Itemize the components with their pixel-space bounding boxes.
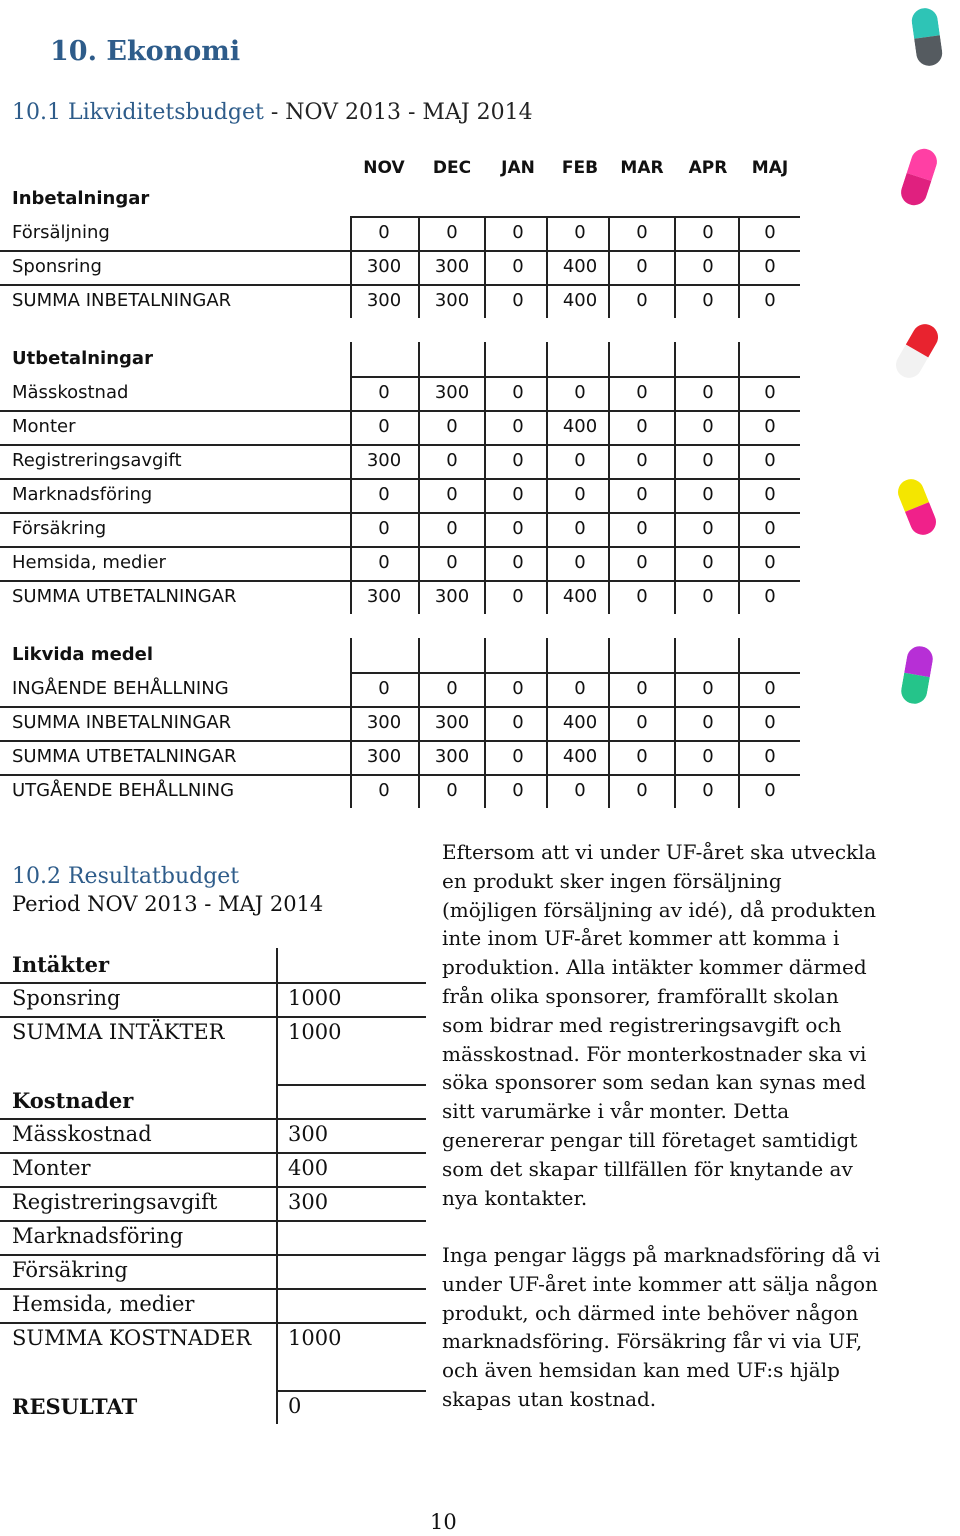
table-row xyxy=(0,444,800,478)
section-heading-liquidity xyxy=(12,100,533,125)
column-divider xyxy=(484,342,486,614)
section-title-row xyxy=(0,182,800,216)
cell-value: 0 xyxy=(446,678,458,699)
cell-value: 0 xyxy=(574,382,586,403)
cell-value: 0 xyxy=(512,678,524,699)
cell-value: 0 xyxy=(378,222,390,243)
cell-value: 0 xyxy=(574,552,586,573)
row-value: 1000 xyxy=(288,986,342,1010)
cell-value: 0 xyxy=(764,450,776,471)
cell-value: 0 xyxy=(636,678,648,699)
cell-value: 0 xyxy=(446,222,458,243)
cell-value: 0 xyxy=(702,416,714,437)
result-period: Period NOV 2013 - MAJ 2014 xyxy=(12,892,324,916)
cell-value: 0 xyxy=(574,518,586,539)
paragraph-line: Eftersom att vi under UF-året ska utveckla xyxy=(442,840,877,864)
cell-value: 0 xyxy=(636,416,648,437)
paragraph-line: produktion. Alla intäkter kommer därmed xyxy=(442,955,867,980)
table-row xyxy=(0,1118,430,1152)
row-label: SUMMA KOSTNADER xyxy=(12,1326,252,1350)
paragraph-line: marknadsföring. Försäkring får vi via UF, xyxy=(442,1329,863,1354)
column-divider xyxy=(418,216,420,318)
row-label: Sponsring xyxy=(12,986,121,1010)
cell-value: 0 xyxy=(574,678,586,699)
row-label: Mässkostnad xyxy=(12,382,129,403)
page-number: 10 xyxy=(430,1510,457,1534)
pill-yellow-pink-icon xyxy=(894,475,940,539)
cell-value: 0 xyxy=(378,780,390,801)
cell-value: 0 xyxy=(636,712,648,733)
cell-value: 400 xyxy=(562,712,598,733)
table-row xyxy=(0,1390,430,1424)
cell-value: 0 xyxy=(446,450,458,471)
cell-value: 400 xyxy=(562,416,598,437)
cell-value: 0 xyxy=(636,484,648,505)
column-divider xyxy=(608,342,610,614)
cell-value: 0 xyxy=(702,450,714,471)
pill-teal-grey-icon xyxy=(910,6,944,67)
pill-pink-icon xyxy=(898,145,941,208)
table-row xyxy=(0,512,800,546)
table-row xyxy=(0,284,800,318)
cell-value: 0 xyxy=(446,484,458,505)
row-label: RESULTAT xyxy=(12,1394,138,1419)
column-divider xyxy=(674,342,676,614)
table-row xyxy=(0,410,800,444)
cell-value: 300 xyxy=(434,256,470,277)
cell-value: 0 xyxy=(636,518,648,539)
cell-value: 0 xyxy=(702,290,714,311)
section-number: 10.1 xyxy=(12,100,61,125)
month-header: APR xyxy=(688,158,728,178)
column-divider xyxy=(738,216,740,318)
table-row xyxy=(0,478,800,512)
cell-value: 0 xyxy=(702,586,714,607)
row-label: SUMMA UTBETALNINGAR xyxy=(12,746,237,767)
cell-value: 300 xyxy=(434,290,470,311)
table-row xyxy=(0,216,800,250)
cell-value: 0 xyxy=(764,552,776,573)
paragraph-line: inte inom UF-året kommer att komma i xyxy=(442,926,840,951)
table-row xyxy=(0,1322,430,1356)
cell-value: 0 xyxy=(512,416,524,437)
month-header: MAJ xyxy=(751,158,789,178)
pill-purple-green-icon xyxy=(899,644,935,706)
cell-value: 0 xyxy=(378,678,390,699)
table-row xyxy=(0,250,800,284)
row-label: SUMMA INBETALNINGAR xyxy=(12,290,232,311)
row-label: Monter xyxy=(12,416,76,437)
cell-value: 0 xyxy=(764,290,776,311)
paragraph-line: som det skapar tillfällen för knytande av xyxy=(442,1156,853,1181)
row-label: Sponsring xyxy=(12,256,102,277)
cell-value: 0 xyxy=(512,256,524,277)
row-label: SUMMA UTBETALNINGAR xyxy=(12,586,237,607)
row-label: Försäkring xyxy=(12,1258,128,1282)
column-divider xyxy=(608,638,610,808)
cell-value: 0 xyxy=(702,518,714,539)
cell-value: 0 xyxy=(512,290,524,311)
row-label: UTGÅENDE BEHÅLLNING xyxy=(12,780,235,801)
cell-value: 0 xyxy=(512,518,524,539)
cell-value: 300 xyxy=(366,586,402,607)
cell-value: 0 xyxy=(574,780,586,801)
cell-value: 0 xyxy=(636,586,648,607)
cell-value: 0 xyxy=(636,746,648,767)
chapter-heading: 10. Ekonomi xyxy=(50,36,241,67)
month-header: FEB xyxy=(561,158,599,178)
paragraph-line: under UF-året inte kommer att sälja någon xyxy=(442,1271,878,1296)
cell-value: 400 xyxy=(562,256,598,277)
cell-value: 0 xyxy=(764,256,776,277)
cell-value: 0 xyxy=(574,484,586,505)
cell-value: 0 xyxy=(702,382,714,403)
section-heading-result xyxy=(12,864,239,889)
row-label: Monter xyxy=(12,1156,91,1180)
section-title: Utbetalningar xyxy=(12,348,153,369)
cell-value: 0 xyxy=(512,222,524,243)
table-row xyxy=(0,1084,430,1118)
table-row xyxy=(0,948,430,982)
row-label: Mässkostnad xyxy=(12,1122,152,1146)
cell-value: 0 xyxy=(378,382,390,403)
row-label: Hemsida, medier xyxy=(12,1292,195,1316)
cell-value: 0 xyxy=(702,222,714,243)
cell-value: 0 xyxy=(378,416,390,437)
column-divider xyxy=(674,216,676,318)
paragraph-line: Inga pengar läggs på marknadsföring då vi xyxy=(442,1243,881,1267)
paragraph-line: nya kontakter. xyxy=(442,1185,588,1210)
column-divider xyxy=(546,342,548,614)
cell-value: 0 xyxy=(446,416,458,437)
pill-red-white-icon xyxy=(891,319,943,382)
column-divider xyxy=(738,638,740,808)
cell-value: 0 xyxy=(636,290,648,311)
row-label: SUMMA INTÄKTER xyxy=(12,1020,225,1044)
cell-value: 0 xyxy=(446,518,458,539)
cell-value: 0 xyxy=(512,712,524,733)
column-divider xyxy=(418,342,420,614)
cell-value: 0 xyxy=(446,552,458,573)
cell-value: 0 xyxy=(636,450,648,471)
table-row xyxy=(0,1186,430,1220)
cell-value: 0 xyxy=(702,780,714,801)
column-divider xyxy=(674,638,676,808)
column-divider xyxy=(276,948,278,1424)
cell-value: 300 xyxy=(434,382,470,403)
paragraph-line: genererar pengar till företaget samtidigt xyxy=(442,1127,858,1152)
paragraph-line: en produkt sker ingen försäljning xyxy=(442,868,782,893)
cell-value: 0 xyxy=(764,416,776,437)
paragraph-line: mässkostnad. För monterkostnader ska vi xyxy=(442,1041,867,1066)
row-label: Registreringsavgift xyxy=(12,1190,218,1214)
row-value: 1000 xyxy=(288,1020,342,1044)
table-row xyxy=(0,1016,430,1050)
table-row xyxy=(0,982,430,1016)
paragraph-line: produkt, och därmed inte behöver någon xyxy=(442,1300,859,1325)
cell-value: 0 xyxy=(636,552,648,573)
cell-value: 0 xyxy=(764,484,776,505)
cell-value: 0 xyxy=(378,552,390,573)
month-header: MAR xyxy=(620,158,664,178)
cell-value: 300 xyxy=(366,746,402,767)
column-divider xyxy=(546,216,548,318)
column-divider xyxy=(608,216,610,318)
cell-value: 0 xyxy=(512,552,524,573)
month-header: JAN xyxy=(501,158,535,178)
paragraph-line: som bidrar med registreringsavgift och xyxy=(442,1012,842,1037)
cell-value: 400 xyxy=(562,746,598,767)
row-label: SUMMA INBETALNINGAR xyxy=(12,712,232,733)
row-value: 1000 xyxy=(288,1326,342,1350)
cell-value: 0 xyxy=(702,712,714,733)
column-divider xyxy=(350,638,352,808)
cell-value: 300 xyxy=(366,290,402,311)
row-label: Försäljning xyxy=(12,222,110,243)
cell-value: 0 xyxy=(702,484,714,505)
row-label: Hemsida, medier xyxy=(12,552,166,573)
paragraph-line: sitt varumärke i vår monter. Detta xyxy=(442,1099,790,1124)
cell-value: 0 xyxy=(636,256,648,277)
table-row xyxy=(0,546,800,580)
cell-value: 0 xyxy=(702,552,714,573)
row-label: INGÅENDE BEHÅLLNING xyxy=(12,678,229,699)
cell-value: 0 xyxy=(446,780,458,801)
cell-value: 0 xyxy=(512,586,524,607)
cell-value: 300 xyxy=(434,746,470,767)
table-row xyxy=(0,1152,430,1186)
paragraph-line: (möjligen försäljning av idé), då produkten xyxy=(442,897,876,922)
cell-value: 400 xyxy=(562,290,598,311)
row-label: Marknadsföring xyxy=(12,1224,184,1248)
table-row xyxy=(0,1254,430,1288)
paragraph-line: och även hemsidan kan med UF:s hjälp xyxy=(442,1358,840,1383)
table-row xyxy=(0,774,800,808)
section-title: Inbetalningar xyxy=(12,188,150,209)
cell-value: 0 xyxy=(764,382,776,403)
section-title: Likvida medel xyxy=(12,644,154,665)
row-value: 400 xyxy=(288,1156,329,1180)
section-period: - NOV 2013 - MAJ 2014 xyxy=(263,100,533,125)
paragraph-costs xyxy=(442,1241,882,1414)
cell-value: 0 xyxy=(636,382,648,403)
section-title: Likviditetsbudget xyxy=(67,100,264,125)
cell-value: 0 xyxy=(702,678,714,699)
cell-value: 0 xyxy=(702,256,714,277)
section-title-row xyxy=(0,638,800,672)
cell-value: 0 xyxy=(764,518,776,539)
table-row xyxy=(0,740,800,774)
column-divider xyxy=(350,216,352,318)
cell-value: 0 xyxy=(764,586,776,607)
cell-value: 300 xyxy=(366,256,402,277)
cell-value: 0 xyxy=(636,780,648,801)
table-row xyxy=(0,1220,430,1254)
cell-value: 0 xyxy=(574,222,586,243)
column-divider xyxy=(484,638,486,808)
row-value: 0 xyxy=(288,1394,302,1418)
paragraph-line: från olika sponsorer, framförallt skolan xyxy=(442,983,839,1008)
cell-value: 0 xyxy=(764,222,776,243)
cell-value: 0 xyxy=(512,484,524,505)
column-divider xyxy=(738,342,740,614)
section-title: Resultatbudget xyxy=(67,864,240,889)
cell-value: 0 xyxy=(378,484,390,505)
cell-value: 0 xyxy=(512,450,524,471)
row-value: 300 xyxy=(288,1190,329,1214)
paragraph-line: söka sponsorer som sedan kan synas med xyxy=(442,1070,866,1095)
paragraph-line: skapas utan kostnad. xyxy=(442,1386,657,1411)
row-value: 300 xyxy=(288,1122,329,1146)
cell-value: 400 xyxy=(562,586,598,607)
column-divider xyxy=(418,638,420,808)
cell-value: 0 xyxy=(512,746,524,767)
cell-value: 0 xyxy=(378,518,390,539)
row-label: Marknadsföring xyxy=(12,484,153,505)
month-header: DEC xyxy=(432,158,472,178)
paragraph-income xyxy=(442,838,882,1212)
table-row xyxy=(0,706,800,740)
row-label: Försäkring xyxy=(12,518,107,539)
cell-value: 0 xyxy=(764,746,776,767)
table-row xyxy=(0,672,800,706)
section-title-row xyxy=(0,342,800,376)
cell-value: 300 xyxy=(366,450,402,471)
cell-value: 0 xyxy=(764,678,776,699)
table-row xyxy=(0,580,800,614)
table-row xyxy=(0,376,800,410)
cell-value: 0 xyxy=(636,222,648,243)
cell-value: 300 xyxy=(434,586,470,607)
column-divider xyxy=(350,342,352,614)
cell-value: 0 xyxy=(574,450,586,471)
cell-value: 0 xyxy=(702,746,714,767)
section-number: 10.2 xyxy=(12,864,61,889)
table-row xyxy=(0,1288,430,1322)
cell-value: 0 xyxy=(512,780,524,801)
cell-value: 300 xyxy=(366,712,402,733)
row-label: Registreringsavgift xyxy=(12,450,182,471)
column-divider xyxy=(546,638,548,808)
cell-value: 0 xyxy=(764,712,776,733)
row-label: Kostnader xyxy=(12,1088,134,1113)
month-header: NOV xyxy=(363,158,405,178)
column-divider xyxy=(484,216,486,318)
cell-value: 0 xyxy=(764,780,776,801)
row-label: Intäkter xyxy=(12,952,110,977)
cell-value: 0 xyxy=(512,382,524,403)
cell-value: 300 xyxy=(434,712,470,733)
